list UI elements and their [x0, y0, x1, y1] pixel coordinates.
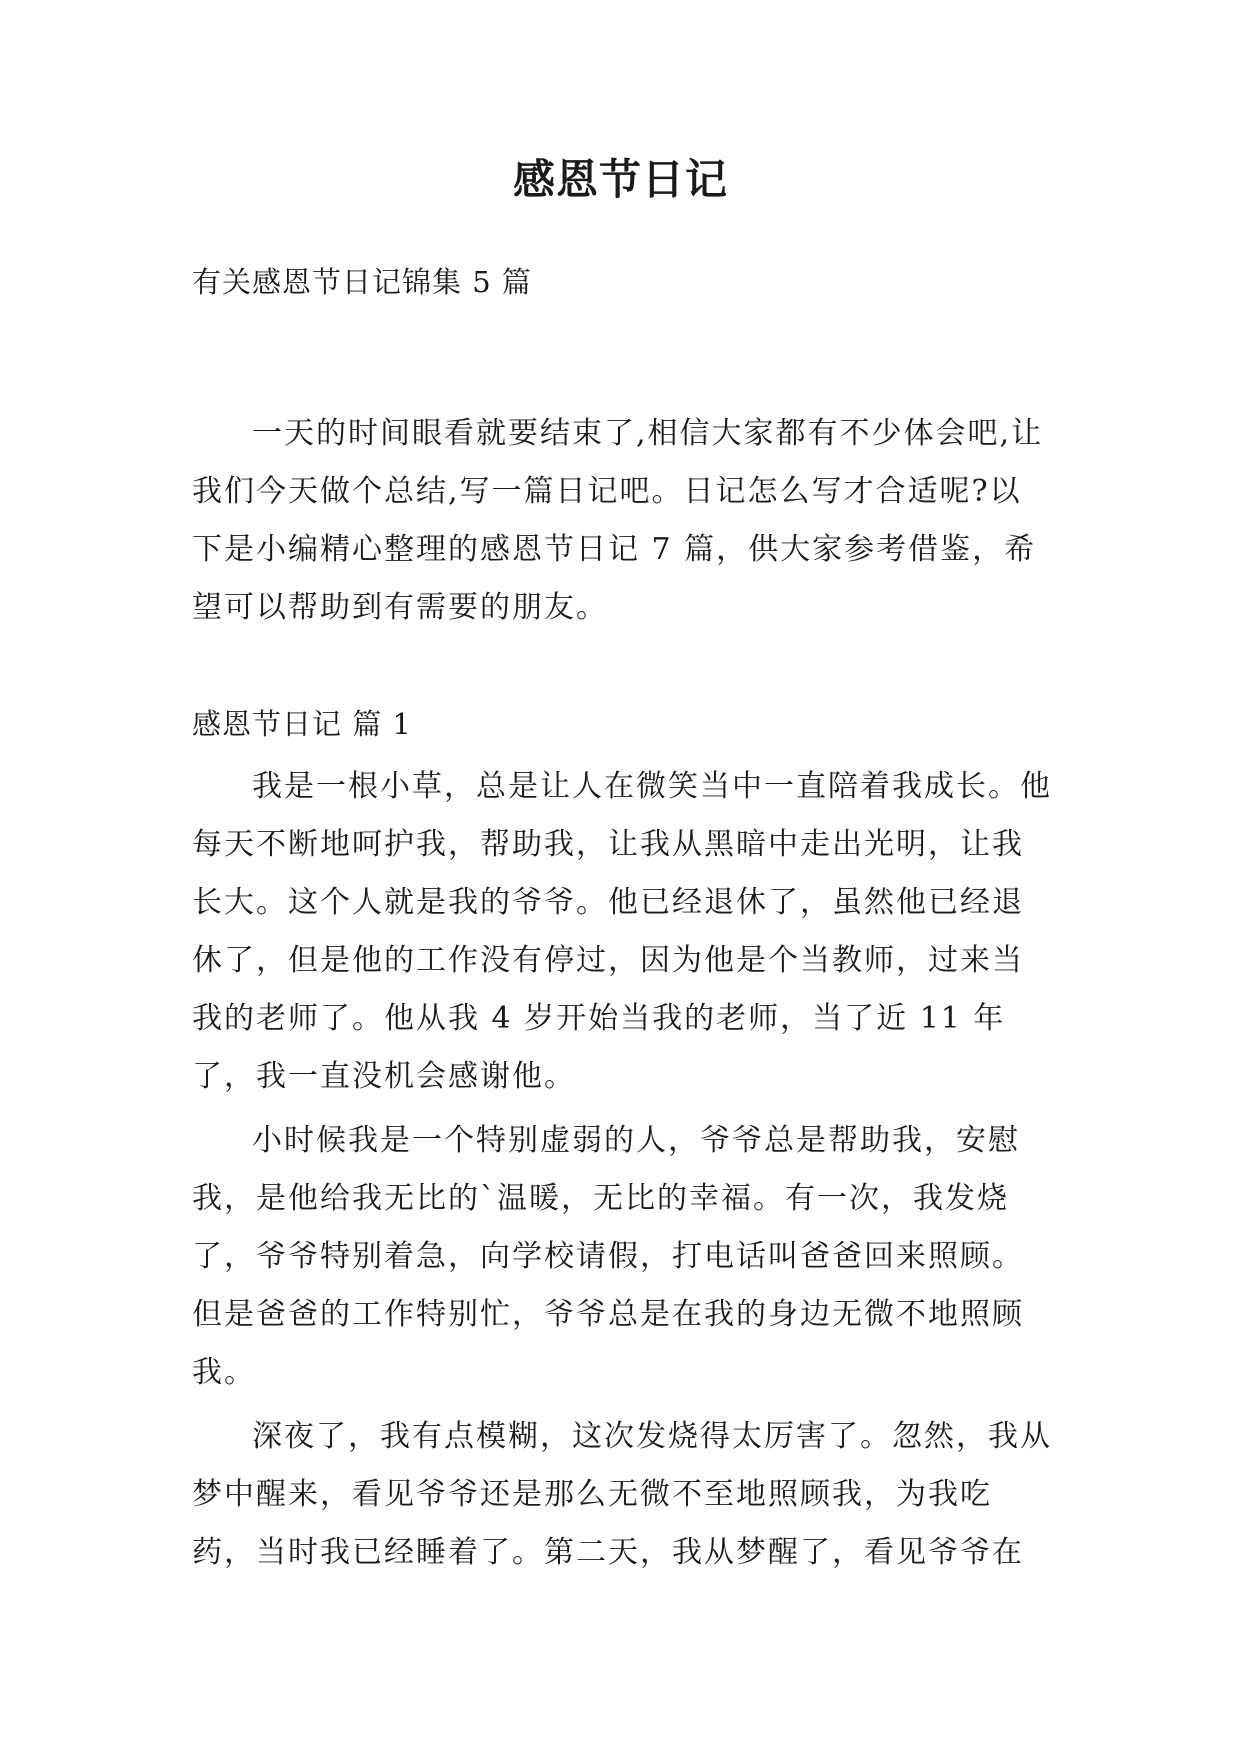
body-paragraph: 小时候我是一个特别虚弱的人，爷爷总是帮助我，安慰我，是他给我无比的`温暖，无比的幸福。有一次，我发烧了，爷爷特别着急，向学校请假，打电话叫爸爸回来照顾。但是爸爸的工作特别忙，爷爷总是在我的身边无微不地照顾我。: [192, 1123, 1024, 1390]
body-text: [192, 758, 1052, 1582]
document-title: 感恩节日记: [512, 155, 728, 204]
section-heading: 感恩节日记 篇 1: [192, 707, 412, 741]
body-paragraph: 深夜了，我有点模糊，这次发烧得太厉害了。忽然，我从梦中醒来，看见爷爷还是那么无微不至地照顾我，为我吃药，当时我已经睡着了。第二天，我从梦醒了，看见爷爷在: [192, 1419, 1052, 1570]
body-paragraph: 我是一根小草，总是让人在微笑当中一直陪着我成长。他每天不断地呵护我，帮助我，让我从黑暗中走出光明，让我长大。这个人就是我的爷爷。他已经退休了，虽然他已经退休了，但是他的工作没有停过，因为他是个当教师，过来当我的老师了。他从我 4 岁开始当我的老师，当了近 11 年了，我一直没机会感谢他。: [192, 769, 1052, 1094]
document-subtitle: 有关感恩节日记锦集 5 篇: [192, 265, 532, 299]
intro-paragraph: 一天的时间眼看就要结束了,相信大家都有不少体会吧,让我们今天做个总结,写一篇日记吧。日记怎么写才合适呢?以下是小编精心整理的感恩节日记 7 篇，供大家参考借鉴，希望可以帮助到有需要的朋友。: [192, 416, 1044, 625]
